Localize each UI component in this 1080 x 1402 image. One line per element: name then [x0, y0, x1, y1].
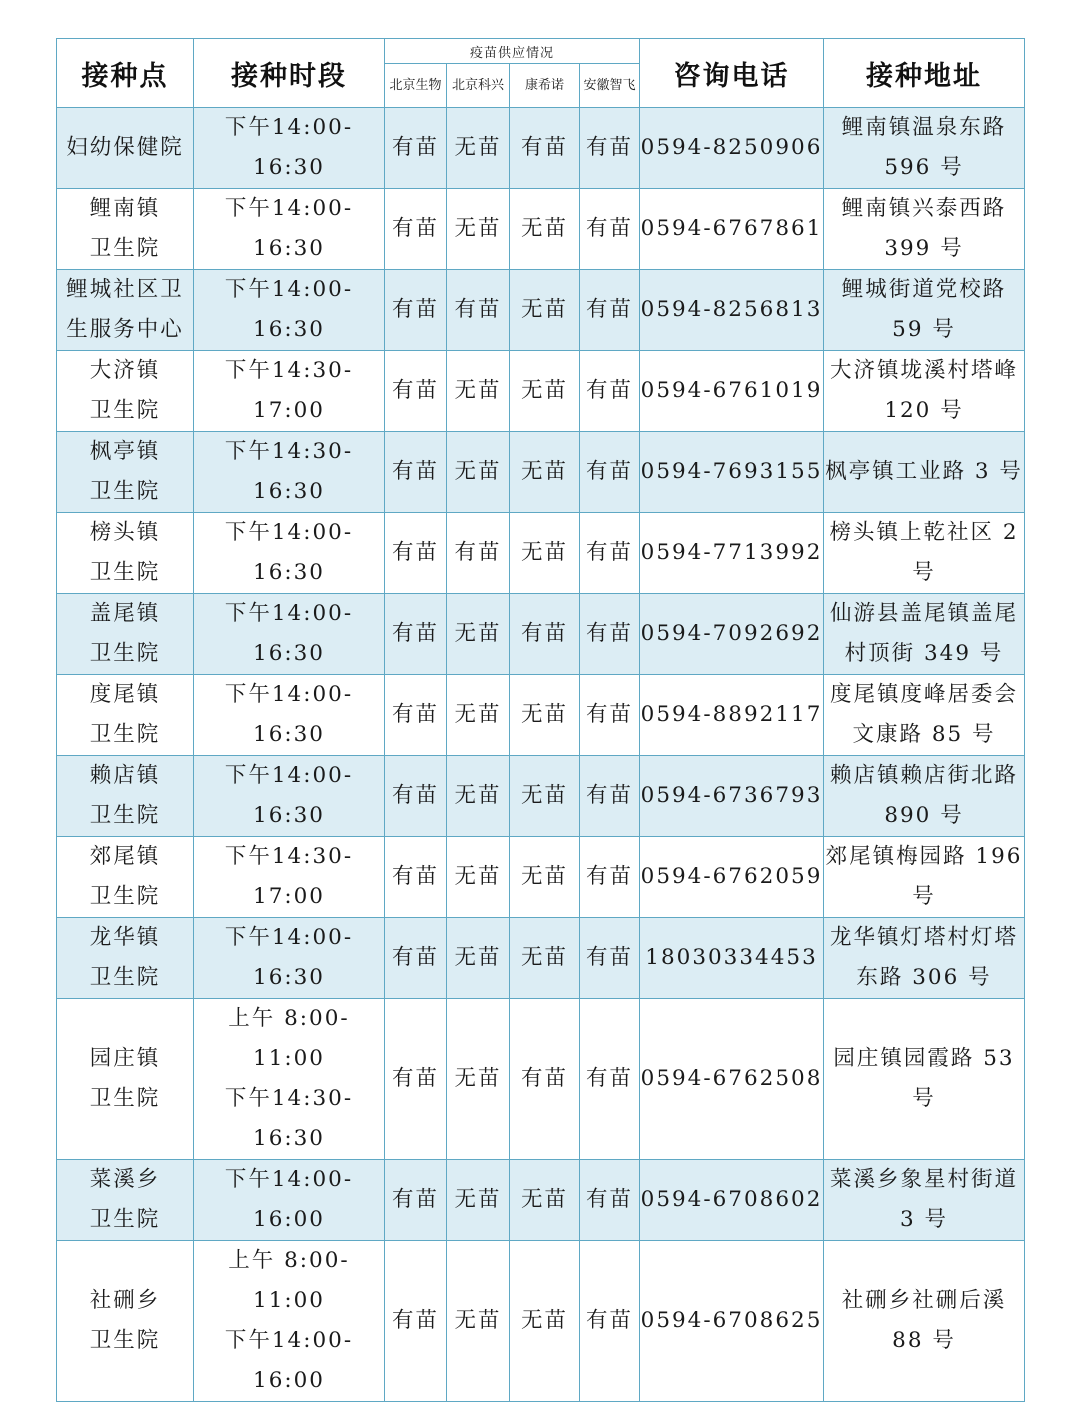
supply-status-cell: 有苗: [580, 756, 640, 837]
address-cell: 社硎乡社硎后溪 88 号: [824, 1241, 1025, 1402]
supply-status-cell: 无苗: [510, 513, 580, 594]
supply-status-cell: 有苗: [510, 594, 580, 675]
supply-status-cell: 有苗: [385, 999, 447, 1160]
time-slot-cell: 上午 8:00-11:00 下午14:30-16:30: [194, 999, 385, 1160]
address-cell: 榜头镇上乾社区 2 号: [824, 513, 1025, 594]
phone-cell: 0594-8250906: [640, 108, 824, 189]
supply-status-cell: 有苗: [385, 594, 447, 675]
supply-status-cell: 无苗: [510, 432, 580, 513]
phone-cell: 0594-8256813: [640, 270, 824, 351]
supply-status-cell: 无苗: [510, 756, 580, 837]
phone-cell: 0594-6762059: [640, 837, 824, 918]
header-supply: 疫苗供应情况: [385, 39, 640, 64]
supply-status-cell: 无苗: [510, 189, 580, 270]
supply-status-cell: 无苗: [447, 1160, 510, 1241]
supply-status-cell: 无苗: [447, 108, 510, 189]
site-name-cell: 赖店镇 卫生院: [57, 756, 194, 837]
table-row: [57, 513, 1025, 594]
header-site: 接种点: [57, 39, 194, 108]
table-row: [57, 999, 1025, 1160]
supply-status-cell: 无苗: [447, 1241, 510, 1402]
supply-status-cell: 有苗: [580, 675, 640, 756]
supply-status-cell: 有苗: [385, 1160, 447, 1241]
supply-status-cell: 有苗: [385, 432, 447, 513]
supply-status-cell: 有苗: [385, 108, 447, 189]
time-slot-cell: 下午14:00-16:30: [194, 513, 385, 594]
supply-status-cell: 有苗: [510, 999, 580, 1160]
supply-status-cell: 有苗: [580, 594, 640, 675]
address-cell: 度尾镇度峰居委会 文康路 85 号: [824, 675, 1025, 756]
header-row: [57, 39, 1025, 64]
header-vaccine-cansino: 康希诺: [510, 64, 580, 108]
address-cell: 园庄镇园霞路 53 号: [824, 999, 1025, 1160]
supply-status-cell: 无苗: [510, 837, 580, 918]
supply-status-cell: 有苗: [580, 1160, 640, 1241]
time-slot-cell: 下午14:00-16:30: [194, 189, 385, 270]
supply-status-cell: 无苗: [510, 1241, 580, 1402]
header-phone: 咨询电话: [640, 39, 824, 108]
supply-status-cell: 有苗: [580, 513, 640, 594]
header-address: 接种地址: [824, 39, 1025, 108]
table-row: [57, 189, 1025, 270]
address-cell: 鲤南镇兴泰西路 399 号: [824, 189, 1025, 270]
site-name-cell: 社硎乡 卫生院: [57, 1241, 194, 1402]
supply-status-cell: 有苗: [385, 918, 447, 999]
supply-status-cell: 有苗: [580, 432, 640, 513]
site-name-cell: 龙华镇 卫生院: [57, 918, 194, 999]
time-slot-cell: 上午 8:00-11:00 下午14:00-16:00: [194, 1241, 385, 1402]
phone-cell: 0594-6736793: [640, 756, 824, 837]
supply-status-cell: 有苗: [385, 513, 447, 594]
address-cell: 鲤城街道党校路 59 号: [824, 270, 1025, 351]
supply-status-cell: 有苗: [580, 1241, 640, 1402]
header-vaccine-anhui-zhifei: 安徽智飞: [580, 64, 640, 108]
phone-cell: 0594-6708625: [640, 1241, 824, 1402]
supply-status-cell: 有苗: [385, 675, 447, 756]
supply-status-cell: 有苗: [580, 918, 640, 999]
supply-status-cell: 无苗: [510, 270, 580, 351]
address-cell: 枫亭镇工业路 3 号: [824, 432, 1025, 513]
table-row: [57, 1241, 1025, 1402]
table-row: [57, 1160, 1025, 1241]
site-name-cell: 妇幼保健院: [57, 108, 194, 189]
site-name-cell: 鲤南镇 卫生院: [57, 189, 194, 270]
supply-status-cell: 无苗: [447, 351, 510, 432]
time-slot-cell: 下午14:00-16:30: [194, 756, 385, 837]
table-row: [57, 270, 1025, 351]
supply-status-cell: 有苗: [385, 756, 447, 837]
supply-status-cell: 无苗: [447, 837, 510, 918]
time-slot-cell: 下午14:00-16:30: [194, 108, 385, 189]
supply-status-cell: 无苗: [510, 675, 580, 756]
supply-status-cell: 有苗: [580, 189, 640, 270]
table-row: [57, 108, 1025, 189]
table-row: [57, 594, 1025, 675]
site-name-cell: 榜头镇 卫生院: [57, 513, 194, 594]
supply-status-cell: 无苗: [510, 351, 580, 432]
table-row: [57, 432, 1025, 513]
header-vaccine-beijing-sinovac: 北京科兴: [447, 64, 510, 108]
supply-status-cell: 有苗: [580, 351, 640, 432]
phone-cell: 0594-6761019: [640, 351, 824, 432]
supply-status-cell: 有苗: [385, 351, 447, 432]
site-name-cell: 枫亭镇 卫生院: [57, 432, 194, 513]
site-name-cell: 大济镇 卫生院: [57, 351, 194, 432]
table-row: [57, 756, 1025, 837]
address-cell: 菜溪乡象星村街道 3 号: [824, 1160, 1025, 1241]
time-slot-cell: 下午14:00-16:30: [194, 918, 385, 999]
site-name-cell: 郊尾镇 卫生院: [57, 837, 194, 918]
phone-cell: 18030334453: [640, 918, 824, 999]
phone-cell: 0594-7713992: [640, 513, 824, 594]
supply-status-cell: 有苗: [510, 108, 580, 189]
supply-status-cell: 有苗: [580, 999, 640, 1160]
phone-cell: 0594-6767861: [640, 189, 824, 270]
address-cell: 仙游县盖尾镇盖尾 村顶街 349 号: [824, 594, 1025, 675]
supply-status-cell: 无苗: [447, 189, 510, 270]
site-name-cell: 园庄镇 卫生院: [57, 999, 194, 1160]
time-slot-cell: 下午14:30-17:00: [194, 837, 385, 918]
time-slot-cell: 下午14:00-16:30: [194, 675, 385, 756]
supply-status-cell: 无苗: [447, 432, 510, 513]
address-cell: 郊尾镇梅园路 196 号: [824, 837, 1025, 918]
table-row: [57, 351, 1025, 432]
site-name-cell: 菜溪乡 卫生院: [57, 1160, 194, 1241]
supply-status-cell: 无苗: [447, 918, 510, 999]
supply-status-cell: 有苗: [385, 189, 447, 270]
time-slot-cell: 下午14:30-17:00: [194, 351, 385, 432]
table-row: [57, 837, 1025, 918]
address-cell: 大济镇垅溪村塔峰 120 号: [824, 351, 1025, 432]
supply-status-cell: 有苗: [447, 270, 510, 351]
supply-status-cell: 无苗: [447, 675, 510, 756]
table-row: [57, 918, 1025, 999]
address-cell: 龙华镇灯塔村灯塔 东路 306 号: [824, 918, 1025, 999]
supply-status-cell: 有苗: [580, 108, 640, 189]
phone-cell: 0594-8892117: [640, 675, 824, 756]
site-name-cell: 盖尾镇 卫生院: [57, 594, 194, 675]
header-time: 接种时段: [194, 39, 385, 108]
phone-cell: 0594-7092692: [640, 594, 824, 675]
supply-status-cell: 无苗: [510, 1160, 580, 1241]
phone-cell: 0594-6708602: [640, 1160, 824, 1241]
address-cell: 赖店镇赖店街北路 890 号: [824, 756, 1025, 837]
time-slot-cell: 下午14:00-16:30: [194, 594, 385, 675]
supply-status-cell: 无苗: [447, 594, 510, 675]
phone-cell: 0594-7693155: [640, 432, 824, 513]
header-vaccine-beijing-bio: 北京生物: [385, 64, 447, 108]
site-name-cell: 鲤城社区卫 生服务中心: [57, 270, 194, 351]
supply-status-cell: 无苗: [447, 756, 510, 837]
supply-status-cell: 有苗: [385, 1241, 447, 1402]
table-row: [57, 675, 1025, 756]
supply-status-cell: 有苗: [580, 270, 640, 351]
time-slot-cell: 下午14:00-16:00: [194, 1160, 385, 1241]
vaccination-schedule-table: [56, 38, 1025, 1402]
time-slot-cell: 下午14:30-16:30: [194, 432, 385, 513]
supply-status-cell: 有苗: [580, 837, 640, 918]
site-name-cell: 度尾镇 卫生院: [57, 675, 194, 756]
address-cell: 鲤南镇温泉东路 596 号: [824, 108, 1025, 189]
time-slot-cell: 下午14:00-16:30: [194, 270, 385, 351]
supply-status-cell: 有苗: [447, 513, 510, 594]
supply-status-cell: 无苗: [510, 918, 580, 999]
phone-cell: 0594-6762508: [640, 999, 824, 1160]
supply-status-cell: 有苗: [385, 837, 447, 918]
supply-status-cell: 有苗: [385, 270, 447, 351]
supply-status-cell: 无苗: [447, 999, 510, 1160]
